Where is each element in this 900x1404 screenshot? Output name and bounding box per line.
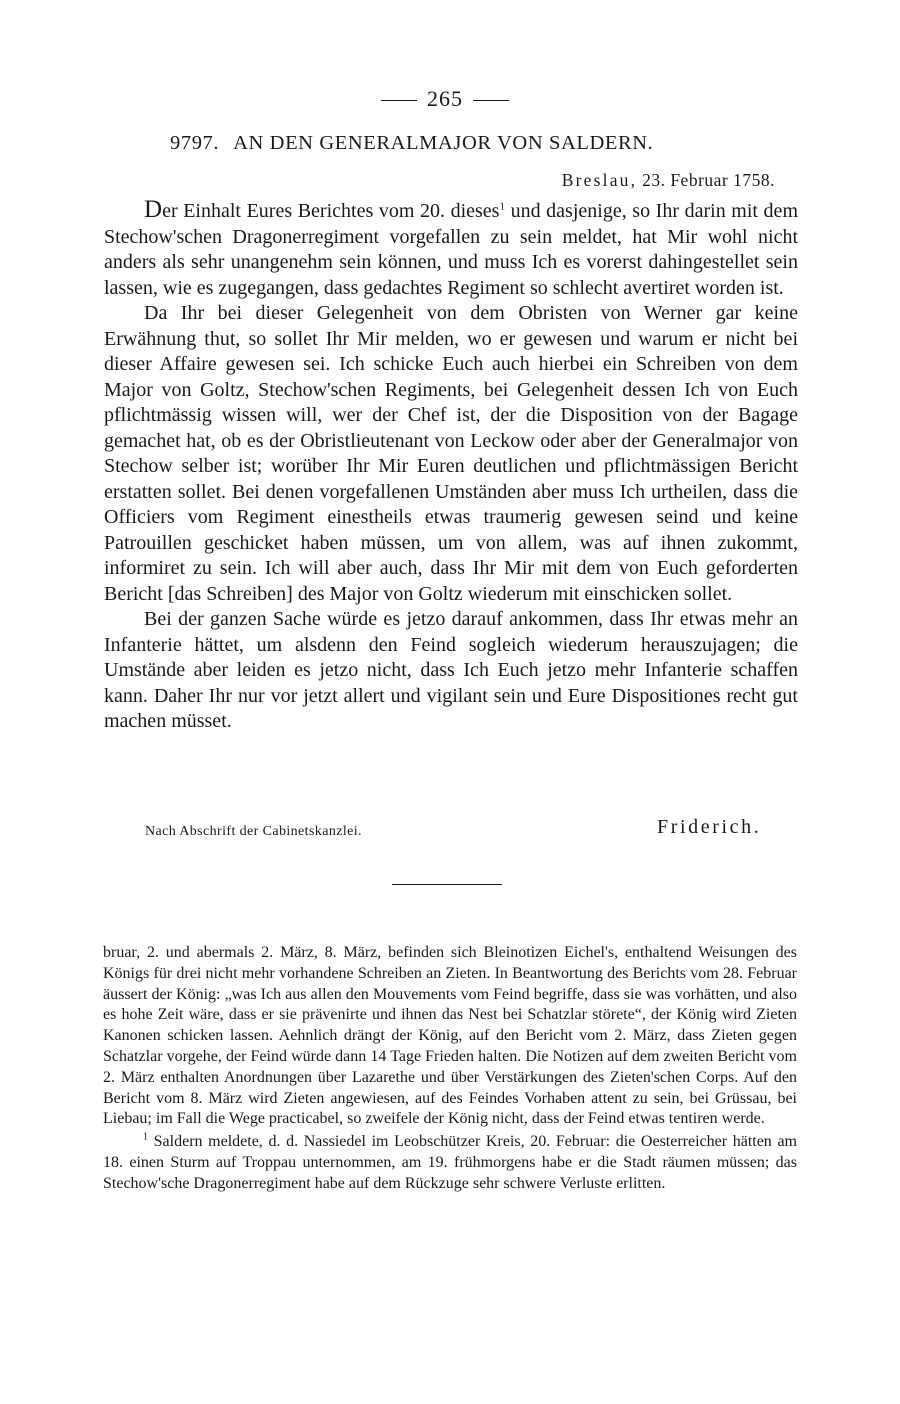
footnotes — [103, 943, 797, 1195]
letter-heading — [170, 132, 790, 155]
letter-body — [104, 197, 798, 735]
paragraph-1 — [104, 197, 798, 301]
page-number-text: 265 — [427, 86, 463, 111]
page-number — [370, 86, 520, 112]
dateline-place: Breslau, — [561, 170, 638, 190]
footnote-divider — [392, 884, 502, 885]
footnote-1 — [103, 1132, 797, 1194]
footnote-1-mark: 1 — [143, 1131, 148, 1143]
dateline — [562, 170, 775, 191]
dateline-date: 23. Februar 1758. — [642, 170, 775, 190]
paragraph-1-start: er Einhalt Eures Berichtes vom 20. dieses — [162, 200, 500, 222]
page-number-dash-right — [473, 100, 509, 101]
letter-number: 9797. — [170, 132, 220, 154]
footnote-continuation: bruar, 2. und abermals 2. März, 8. März, befinden sich Bleinotizen Eichel's, enthaltend Weisungen des Königs für drei nicht mehr vorhandene Schreiben an Zieten. In Beantwortung des Berichts vom 28. Februar äussert der König: „was Ich aus allen den Mouvements vom Feind begriffe, dass sie was vorhätten, und also es hohe Zeit wäre, dass er sie prävenirte und ihnen das Nest bei Schatzlar störete“, der König wird Zieten Kanonen schicken lassen. Aehnlich drängt der König, auf den Bericht vom 2. März, dass Zieten gegen Schatzlar vorgehe, der Feind würde dann 14 Tage Frieden halten. Die Notizen auf dem zweiten Bericht vom 2. März enthalten Anordnungen über Lazarethe und über Verstärkungen des Zieten'schen Corps. Auf den Bericht vom 8. März wird Zieten angewiesen, auf des Feindes Vorhaben attent zu sein, bei Grüssau, bei Liebau; im Fall die Wege practicabel, so zweifele der König nicht, dass der Feind etwas tentiren werde. — [103, 944, 797, 1128]
footnote-reference-1: 1 — [499, 200, 505, 213]
footnote-1-text: Saldern meldete, d. d. Nassiedel im Leobschützer Kreis, 20. Februar: die Oesterreicher hätten am 18. einen Sturm auf Troppau unternommen, am 19. frühmorgens habe er die Stadt räumen müssen; das Stechow'sche Dragonerregiment habe auf dem Rückzuge sehr schwere Verluste erlitten. — [103, 1133, 797, 1192]
letter-title: AN DEN GENERALMAJOR VON SALDERN. — [233, 132, 654, 154]
page-number-dash-left — [381, 100, 417, 101]
signature: Friderich. — [657, 816, 762, 838]
paragraph-3: Bei der ganzen Sache würde es jetzo darauf ankommen, dass Ihr etwas mehr an Infanterie hättet, um alsdenn den Feind sogleich wiederum herauszujagen; die Umstände aber leiden es jetzo nicht, dass Ich Euch jetzo mehr Infanterie schaffen kann. Daher Ihr nur vor jetzt allert und vigilant sein und Eure Dispositiones recht gut machen müsset. — [104, 608, 798, 732]
source-note: Nach Abschrift der Cabinetskanzlei. — [145, 824, 362, 839]
paragraph-1-rest: und dasjenige, so Ihr darin mit dem Stechow'schen Dragonerregiment vorgefallen zu sein meldet, hat Mir wohl nicht anders als sehr unangenehm sein können, und muss Ich es vorerst dahingestellet sein lassen, wie es zugegangen, dass gedachtes Regiment so schlecht avertiret worden ist. — [104, 200, 798, 299]
paragraph-2: Da Ihr bei dieser Gelegenheit von dem Obristen von Werner gar keine Erwähnung thut, so sollet Ihr Mir melden, wo er gewesen und warum er nicht bei dieser Affaire gewesen sei. Ich schicke Euch auch hierbei ein Schreiben von dem Major von Goltz, Stechow'schen Regiments, bei Gelegenheit dessen Ich von Euch pflichtmässig wissen will, wer der Chef ist, der die Disposition von der Bagage gemachet hat, ob es der Obristlieutenant von Leckow oder aber der Generalmajor von Stechow selber ist; worüber Ihr Mir Euren deutlichen und pflichtmässigen Bericht erstatten sollet. Bei denen vorgefallenen Umständen aber muss Ich urtheilen, dass die Officiers vom Regiment einestheils etwas traumerig gewesen seind und keine Patrouillen geschicket haben müssen, um von allem, was auf ihnen zukommt, informiret zu sein. Ich will aber auch, dass Ihr Mir mit dem von Euch geforderten Bericht [das Schreiben] des Major von Goltz wiederum mit einschicken sollet. — [104, 302, 798, 605]
drop-cap: D — [144, 196, 163, 223]
